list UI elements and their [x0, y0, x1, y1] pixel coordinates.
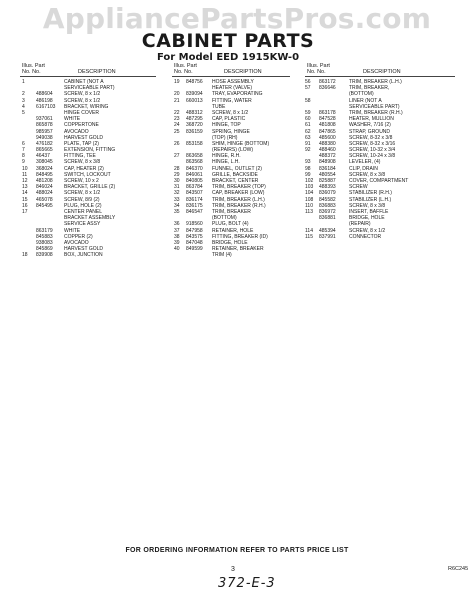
part-number: 488372	[319, 153, 336, 160]
illus-number: 25	[174, 128, 180, 135]
illus-number: 34	[174, 202, 180, 209]
header-rule	[172, 76, 290, 77]
part-description: (BOTTOM)	[212, 215, 237, 222]
illus-number: 28	[174, 165, 180, 172]
illus-number: 29	[174, 171, 180, 178]
part-description: (REPAIRS) (LOW)	[212, 147, 254, 154]
part-description: SCREW, 8-32 x 3/16	[349, 140, 396, 147]
illus-number: 35	[174, 208, 180, 215]
part-number: 845495	[36, 202, 53, 209]
illus-number: 7	[22, 147, 25, 154]
no-no-header: No. No.	[307, 69, 326, 75]
part-number: 846024	[36, 184, 53, 191]
part-number: 839094	[186, 91, 203, 98]
part-description: BRIDGE, HOLE	[349, 215, 385, 222]
table-row	[172, 252, 290, 258]
part-description: HINGE, L.H.	[212, 159, 240, 166]
site-watermark: AppliancePartsPros.com	[42, 2, 432, 35]
part-number: 485600	[319, 134, 336, 141]
part-number: 846547	[186, 208, 203, 215]
part-number: 853158	[186, 140, 203, 147]
part-number: 836972	[319, 208, 336, 215]
illus-number: 23	[174, 116, 180, 123]
illus-number: 22	[174, 109, 180, 116]
part-description: SCREW, 8 x 3/8	[64, 159, 101, 166]
part-description: SERVICEABLE PART)	[349, 103, 400, 110]
part-description: SCREW, 8-32 x 3/8	[349, 134, 393, 141]
part-number: 308045	[36, 159, 53, 166]
part-number: 865665	[36, 147, 53, 154]
part-description: (REPAIR)	[349, 221, 371, 228]
parts-list	[172, 79, 290, 258]
no-no-header: No. No.	[174, 69, 193, 75]
illus-number: 24	[174, 122, 180, 129]
part-description: TRIM (4)	[212, 252, 232, 259]
part-description: STABILIZER (L.H.)	[349, 196, 392, 203]
part-description: STRAP, GROUND	[349, 128, 391, 135]
part-number: 863179	[36, 227, 53, 234]
part-number: 465078	[36, 196, 53, 203]
illus-number: 92	[305, 147, 311, 154]
part-description: PLUG, BOLT (4)	[212, 221, 249, 228]
part-number: 836881	[319, 215, 336, 222]
illus-number: 19	[174, 79, 180, 85]
part-description: CABINET (NOT A	[64, 79, 104, 85]
part-number: 836079	[319, 190, 336, 197]
part-description: TRIM, BREAKER	[212, 208, 251, 215]
illus-number: 26	[174, 140, 180, 147]
illus-number: 63	[305, 134, 311, 141]
part-description: COPPER (2)	[64, 233, 93, 240]
part-description: CAP, PLASTIC	[212, 116, 246, 123]
part-description: HINGE, TOP	[212, 122, 241, 129]
part-description: HINGE COVER	[64, 109, 100, 116]
part-description: TRIM, BREAKER (R.H.)	[349, 109, 403, 116]
part-description: TRIM, BREAKER,	[349, 85, 390, 92]
illus-number: 115	[305, 233, 313, 240]
part-description: TRIM, BREAKER (TOP)	[212, 184, 266, 191]
part-description: PLATE, TAP (2)	[64, 140, 99, 147]
part-description: HARVEST GOLD	[64, 246, 103, 253]
part-description: SHIM, HINGE (BOTTOM)	[212, 140, 270, 147]
document-reference: 372-E-3	[218, 576, 276, 591]
part-number: 863178	[319, 109, 336, 116]
form-code: R6C245	[448, 566, 469, 572]
description-header: DESCRIPTION	[224, 69, 262, 75]
illus-number: 110	[305, 202, 313, 209]
part-description: STABILIZER (R.H.)	[349, 190, 392, 197]
part-number: 847528	[319, 116, 336, 123]
header-rule	[20, 76, 156, 77]
illus-number: 93	[305, 159, 311, 166]
illus-number: 60	[305, 116, 311, 123]
illus-number: 33	[174, 196, 180, 203]
part-description: WHITE	[64, 116, 81, 123]
parts-column-2	[172, 63, 290, 258]
column-header	[172, 63, 290, 77]
part-number: 836159	[186, 128, 203, 135]
part-description: SCREW, 8 x 1/2	[64, 97, 101, 104]
part-description: TRAY, EVAPORATING	[212, 91, 263, 98]
illus-number: 1	[22, 79, 25, 85]
model-subtitle: For Model EED 1915KW-0	[156, 52, 300, 63]
illus-number: 3	[22, 97, 25, 104]
illus-number: 31	[174, 184, 180, 191]
part-description: SWITCH, LOCKOUT	[64, 171, 111, 178]
part-number: 485394	[319, 227, 336, 234]
part-number: 865878	[36, 122, 53, 129]
part-description: SCREW, 10-32 x 3/4	[349, 147, 396, 154]
illus-number: 14	[22, 190, 28, 197]
part-number: 839908	[36, 252, 53, 259]
part-description: SCREW, 8 x 1/2	[64, 91, 101, 98]
part-number: 845869	[36, 246, 53, 253]
part-number: 863784	[186, 184, 203, 191]
part-description: HOSE ASSEMBLY	[212, 79, 254, 85]
illus-number: 61	[305, 122, 311, 129]
part-description: CONNECTOR	[349, 233, 382, 240]
page-title: CABINET PARTS	[141, 30, 315, 52]
part-number: 949038	[36, 134, 53, 141]
part-number: 985957	[36, 128, 53, 135]
illus-number: 91	[305, 140, 311, 147]
part-number: 848495	[36, 171, 53, 178]
part-description: RETAINER, BREAKER	[212, 246, 264, 253]
part-number: 938083	[36, 239, 53, 246]
part-description: FITTING, TEE	[64, 153, 96, 160]
illus-number: 9	[22, 159, 25, 166]
part-description: SCREW, 8 x 1/2	[212, 109, 249, 116]
illus-part-header: Illus. Part	[174, 63, 197, 69]
parts-column-1	[20, 63, 156, 258]
illus-number: 15	[22, 196, 28, 203]
part-number: 368024	[36, 165, 53, 172]
no-no-header: No. No.	[22, 69, 41, 75]
part-description: CLIP, DRAIN	[349, 165, 378, 172]
part-description: COVER, COMPARTMENT	[349, 178, 409, 184]
part-description: SERVICEABLE PART)	[64, 85, 115, 92]
part-description: EXTENSION, FITTING	[64, 147, 116, 154]
part-number: 937061	[36, 116, 53, 123]
part-number: 847865	[319, 128, 336, 135]
page-number: 3	[231, 566, 235, 573]
part-number: 840805	[186, 178, 203, 184]
part-number: 845582	[319, 196, 336, 203]
part-description: CAP, BREAKER (LOW)	[212, 190, 265, 197]
column-header	[20, 63, 156, 77]
part-number: 848908	[319, 159, 336, 166]
part-number: 368720	[186, 122, 203, 129]
illus-number: 104	[305, 190, 314, 197]
part-description: RETAINER, HOLE	[212, 227, 254, 234]
part-number: 488024	[36, 190, 53, 197]
part-description: HEATER, MULLION	[349, 116, 394, 123]
illus-number: 30	[174, 178, 180, 184]
illus-number: 108	[305, 196, 314, 203]
part-number: 863658	[186, 153, 203, 160]
illus-number: 8	[22, 153, 25, 160]
illus-number: 6	[22, 140, 25, 147]
part-description: FITTING, BREAKER (ID)	[212, 233, 268, 240]
part-description: HINGE, R.H.	[212, 153, 241, 160]
part-description: (BOTTOM)	[349, 91, 374, 98]
illus-number: 2	[22, 91, 25, 98]
part-description: AVOCADO	[64, 239, 89, 246]
illus-number: 27	[174, 153, 180, 160]
illus-number: 16	[22, 202, 28, 209]
part-description: HARVEST GOLD	[64, 134, 103, 141]
illus-number: 13	[22, 184, 28, 191]
illus-number: 40	[174, 246, 180, 253]
part-description: PLUG, HOLE (2)	[64, 202, 102, 209]
part-description: SCREW	[349, 184, 368, 191]
part-description: GRILLE, BACKSIDE	[212, 171, 258, 178]
part-description: COPPERTONE	[64, 122, 99, 129]
part-description: LEVELER, (4)	[349, 159, 381, 166]
part-description: TUBE	[212, 103, 226, 110]
illus-number: 4	[22, 103, 25, 110]
illus-number: 18	[22, 252, 28, 259]
part-description: WHITE	[64, 227, 81, 234]
part-description: SCREW, 8/9 (2)	[64, 196, 100, 203]
part-description: SCREW, 8 x 3/8	[349, 202, 386, 209]
column-header	[305, 63, 455, 77]
part-number: 846061	[186, 171, 203, 178]
part-number: 481808	[319, 122, 336, 129]
part-description: CAP, HEATER (2)	[64, 165, 104, 172]
part-number: 836184	[319, 165, 336, 172]
part-number: 843507	[186, 190, 203, 197]
part-description: BRACKET, WIRING	[64, 103, 109, 110]
part-description: SCREW, 10 x 2	[64, 178, 99, 184]
illus-number: 103	[305, 184, 314, 191]
illus-number: 37	[174, 227, 180, 234]
description-header: DESCRIPTION	[78, 69, 116, 75]
illus-number: 56	[305, 79, 311, 85]
part-number: 488312	[186, 109, 203, 116]
part-description: TRIM, BREAKER (L.H.)	[212, 196, 265, 203]
part-description: TRIM, BREAKER (L.H.)	[349, 79, 402, 85]
part-number: 918560	[186, 221, 203, 228]
part-number: 843575	[186, 233, 203, 240]
part-number: 46437	[36, 153, 50, 160]
table-row	[20, 252, 156, 258]
part-number: 836646	[319, 85, 336, 92]
illus-number: 62	[305, 128, 311, 135]
part-description: BRIDGE, HOLE	[212, 239, 248, 246]
part-description: INSERT, BAFFLE	[349, 208, 389, 215]
part-number: 836175	[186, 202, 203, 209]
part-number: 6167103	[36, 103, 56, 110]
parts-list	[20, 79, 156, 258]
illus-number: 58	[305, 97, 311, 104]
part-description: CENTER PANEL	[64, 208, 102, 215]
parts-list	[305, 79, 455, 240]
illus-number: 10	[22, 165, 28, 172]
illus-number: 114	[305, 227, 313, 234]
illus-number: 36	[174, 221, 180, 228]
illus-number: 99	[305, 171, 311, 178]
illus-number: 113	[305, 208, 313, 215]
part-number: 849599	[186, 246, 203, 253]
part-description: AVOCADO	[64, 128, 89, 135]
part-number: 486198	[36, 97, 53, 104]
part-number: 488393	[319, 184, 336, 191]
part-description: FUNNEL, OUTLET (2)	[212, 165, 262, 172]
part-number: 845883	[36, 233, 53, 240]
part-number: 487295	[186, 116, 203, 123]
part-number: 488604	[36, 91, 53, 98]
illus-number: 11	[22, 171, 28, 178]
illus-number: 102	[305, 178, 314, 184]
header-rule	[305, 76, 455, 77]
part-description: SCREW, 8 x 1/2	[64, 190, 101, 197]
part-number: 825887	[319, 178, 336, 184]
description-header: DESCRIPTION	[363, 69, 401, 75]
part-description: LINER (NOT A	[349, 97, 382, 104]
illus-number: 98	[305, 165, 311, 172]
part-description: SPRING, HINGE	[212, 128, 250, 135]
part-description: FITTING, WATER	[212, 97, 252, 104]
illus-number: 12	[22, 178, 28, 184]
illus-part-header: Illus. Part	[307, 63, 330, 69]
illus-number: 32	[174, 190, 180, 197]
part-description: BRACKET, CENTER	[212, 178, 259, 184]
part-number: 481208	[36, 178, 53, 184]
part-number: 836174	[186, 196, 203, 203]
part-number: 836883	[319, 202, 336, 209]
illus-number: 21	[174, 97, 180, 104]
part-description: BRACKET ASSEMBLY	[64, 215, 116, 222]
part-number: 476182	[36, 140, 53, 147]
illus-number: 39	[174, 239, 180, 246]
part-number: 488460	[319, 147, 336, 154]
part-number: 846370	[186, 165, 203, 172]
illus-number: 38	[174, 233, 180, 240]
illus-part-header: Illus. Part	[22, 63, 45, 69]
part-number: 863172	[319, 79, 336, 85]
part-description: SERVICE ASSY	[64, 221, 101, 228]
part-number: 660013	[186, 97, 203, 104]
parts-column-3	[305, 63, 455, 240]
part-description: BOX, JUNCTION	[64, 252, 103, 259]
part-description: TRIM, BREAKER (R.H.)	[212, 202, 266, 209]
illus-number: 5	[22, 109, 25, 116]
part-number: 848756	[186, 79, 203, 85]
part-description: BRACKET, GRILLE (2)	[64, 184, 116, 191]
part-description: HEATER (VALVE)	[212, 85, 253, 92]
illus-number: 59	[305, 109, 311, 116]
part-description: (TOP) (RH)	[212, 134, 238, 141]
illus-number: 17	[22, 208, 28, 215]
part-description: SCREW, 8 x 3/8	[349, 171, 386, 178]
ordering-note: FOR ORDERING INFORMATION REFER TO PARTS PRICE LIST	[125, 547, 349, 554]
part-number: 488380	[319, 140, 336, 147]
illus-number: 57	[305, 85, 311, 92]
part-description: SCREW, 8 x 1/2	[349, 227, 386, 234]
part-number: 847958	[186, 227, 203, 234]
part-description: SCREW, 10-24 x 3/8	[349, 153, 396, 160]
part-number: 863568	[186, 159, 203, 166]
part-number: 480554	[319, 171, 336, 178]
part-number: 837991	[319, 233, 336, 240]
illus-number: 20	[174, 91, 180, 98]
table-row	[305, 234, 455, 240]
part-number: 847048	[186, 239, 203, 246]
part-description: WASHER, 7/16 (2)	[349, 122, 391, 129]
